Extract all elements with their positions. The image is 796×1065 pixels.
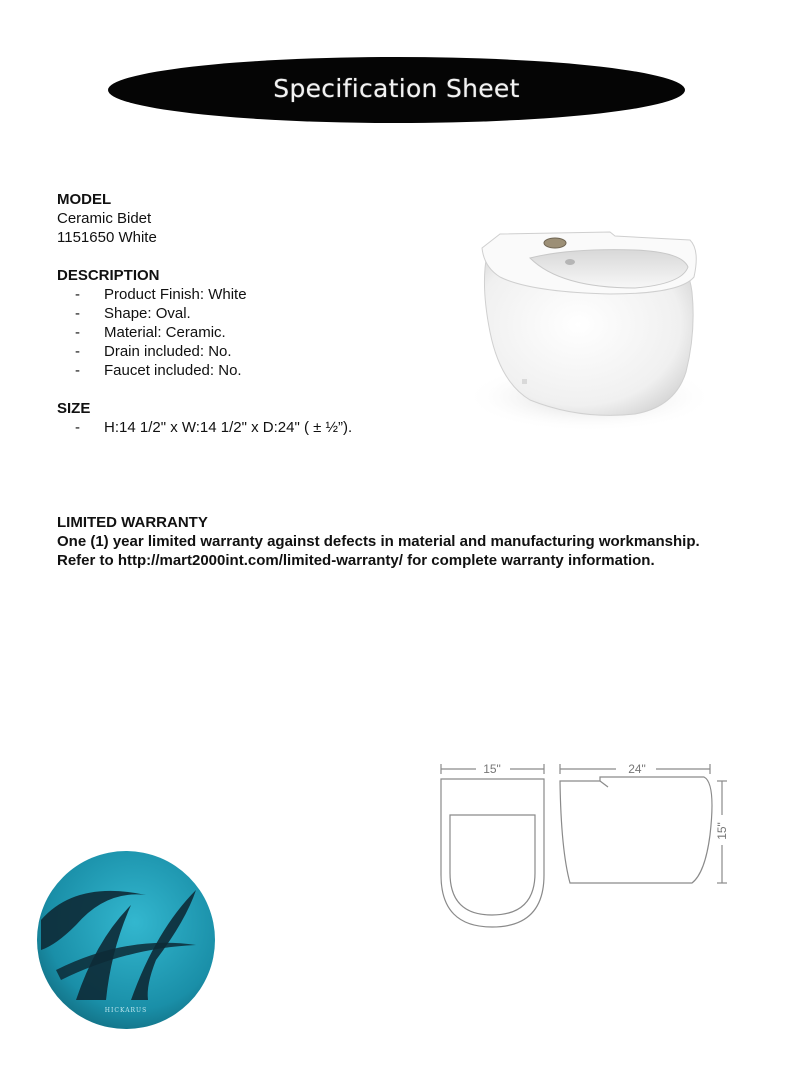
- list-item-text: H:14 1/2" x W:14 1/2" x D:24" ( ± ½”).: [104, 419, 353, 436]
- bullet-dash: -: [75, 343, 80, 360]
- list-item-text: Product Finish: White: [104, 286, 247, 303]
- warranty-link-text: Refer to http://mart2000int.com/limited-warranty/ for complete warranty information.: [57, 552, 655, 569]
- list-item-text: Drain included: No.: [104, 343, 232, 360]
- side-depth-label: 24": [628, 762, 646, 776]
- logo-text: HICKARUS: [104, 1007, 148, 1014]
- model-number: 1151650 White: [57, 229, 157, 246]
- bidet-product-image: [460, 222, 720, 442]
- description-section: [57, 266, 247, 380]
- size-section: [57, 399, 352, 437]
- page-title: Specification Sheet: [273, 73, 520, 103]
- list-item: [57, 323, 247, 342]
- hickarus-logo-icon: [36, 850, 216, 1030]
- list-item: [57, 418, 352, 437]
- bullet-dash: -: [75, 305, 80, 322]
- size-heading: SIZE: [57, 400, 91, 417]
- page-header-banner: [108, 57, 685, 123]
- dimension-diagram: [430, 755, 740, 935]
- bullet-dash: -: [75, 324, 80, 341]
- list-item: [57, 285, 247, 304]
- warranty-terms: One (1) year limited warranty against defects in material and manufacturing workmanship.: [57, 533, 700, 550]
- list-item: [57, 304, 247, 323]
- model-name: Ceramic Bidet: [57, 210, 152, 227]
- description-list: [57, 285, 247, 380]
- description-heading: DESCRIPTION: [57, 267, 160, 284]
- model-heading: MODEL: [57, 191, 112, 208]
- list-item-text: Material: Ceramic.: [104, 324, 226, 341]
- list-item: [57, 361, 247, 380]
- side-height-label: 15": [715, 822, 729, 840]
- model-section: [57, 190, 157, 247]
- bullet-dash: -: [75, 286, 80, 303]
- size-list: [57, 418, 352, 437]
- list-item-text: Faucet included: No.: [104, 362, 242, 379]
- bullet-dash: -: [75, 419, 80, 436]
- warranty-heading: LIMITED WARRANTY: [57, 514, 208, 531]
- list-item-text: Shape: Oval.: [104, 305, 191, 322]
- bullet-dash: -: [75, 362, 80, 379]
- warranty-section: [57, 513, 700, 570]
- top-width-label: 15": [483, 762, 501, 776]
- list-item: [57, 342, 247, 361]
